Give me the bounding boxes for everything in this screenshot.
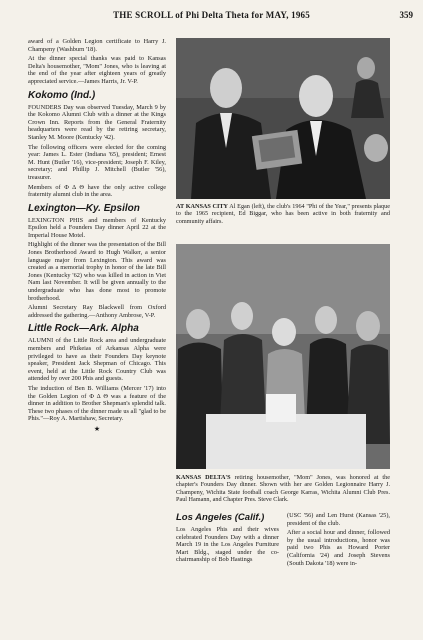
photo-kansas-city-image (176, 38, 390, 199)
kokomo-paragraph-2: The following officers were elected for the coming year: James L. Ester (Indiana '65), president; Ernest M. Hunt (Butler '16), vice-president; Joseph F. Kiley, secretary; and Phillip J. Mitchell (Butler '56), treasurer. (28, 143, 166, 181)
photo-kansas-city (176, 38, 390, 199)
lexington-paragraph-3: Alumni Secretary Ray Blackwell from Oxford addressed the gathering.—Anthony Ambrose, V-P. (28, 304, 166, 319)
caption-kansas-city-text: Al Egan (left), the club's 1964 "Phi of the Year," presents plaque to the 1965 recipient, Ed Biggar, who has been active in both fraternity and community affairs. (176, 203, 390, 225)
lexington-paragraph-2: Highlight of the dinner was the presentation of the Bill Jones Brotherhood Award to Hugh Walker, a senior language major from Lexington. This award was created as a memorial trophy in honor of the late Bill Jones (Kentucky '62) who was killed in action in Viet Nam last November. It will be given annually to the undergraduate who has done most to promote brotherhood. (28, 241, 166, 302)
los-angeles-paragraph-3: After a social hour and dinner, followed by the usual introductions, honor was paid two Phis as Howard Porter (California '24) and Joseph Stevens (South Dakota '18) were in- (287, 529, 390, 567)
los-angeles-paragraph: Los Angeles Phis and their wives celebrated Founders Day with a dinner March 19 in the Los Angeles Furniture Mart Bldg., staged under the co-chairmanship of Bob Hastings (176, 526, 279, 564)
caption-kansas-city (176, 203, 390, 225)
los-angeles-heading: Los Angeles (Calif.) (176, 512, 265, 523)
page-number: 359 (399, 10, 413, 20)
caption-kansas-city-lead: AT KANSAS CITY (176, 203, 228, 210)
kokomo-paragraph: FOUNDERS Day was observed Tuesday, March 9 by the Kokomo Alumni Club with a dinner at the Kings Crown Inn. Reports from the General Fraternity headquarters were read by the retiring secretary, Stanley M. Moore (Kentucky '42). (28, 103, 166, 141)
caption-kansas-delta-lead: KANSAS DELTA'S (176, 474, 231, 481)
kokomo-paragraph-3: Members of Φ Δ Θ have the only active college fraternity alumni club in the area. (28, 183, 166, 199)
little-rock-heading: Little Rock—Ark. Alpha (28, 323, 139, 335)
end-star: ★ (93, 424, 101, 433)
photo-kansas-delta (176, 244, 390, 469)
lexington-paragraph: LEXINGTON PHIS and members of Kentucky Epsilon held a Founders Day dinner April 22 at the Imperial House Motel. (28, 216, 166, 239)
los-angeles-column (176, 512, 279, 566)
left-column (28, 38, 166, 434)
lexington-heading: Lexington—Ky. Epsilon (28, 202, 140, 214)
little-rock-paragraph: ALUMNI of the Little Rock area and undergraduate members and Phikeias of Arkansas Alpha were privileged to have as their Founders Day keynote speaker, President Jack Shepman of Chicago. This event, held at the Little Rock Country Club was attended by over 200 Phis and guests. (28, 337, 166, 383)
running-title: THE SCROLL of Phi Delta Theta for MAY, 1965 (113, 10, 310, 20)
intro-paragraph: award of a Golden Legion certificate to Harry J. Champeny (Washburn '18). (28, 38, 166, 53)
caption-kansas-delta (176, 474, 390, 504)
caption-kansas-delta-text: retiring housemother, "Mom" Jones, was honored at the chapter's Founders Day dinner. Shown with her are Golden Legionnaire Harry J. Champeny, Wichita State football coach George Karras, Wichita Alumni Club Pres. Paul Hamann, and Chapter Pres. Steve Clark. (176, 474, 390, 504)
little-rock-paragraph-2: The induction of Ben B. Williams (Mercer '17) into the Golden Legion of Φ Δ Θ was a feature of the dinner in addition to Brother Shepman's splendid talk. These two phases of the dinner made us all "glad to be Phis."—Roy A. Martishaw, Secretary. (28, 384, 166, 423)
intro-paragraph-2: At the dinner special thanks was paid to Kansas Delta's housemother, "Mom" Jones, who is leaving at the end of the year after eighteen years of greatly appreciated service.—James Harris, Jr. V-P. (28, 55, 166, 85)
los-angeles-column-2 (287, 512, 390, 569)
los-angeles-paragraph-2: (USC '56) and Len Hurst (Kansas '25), president of the club. (287, 512, 390, 527)
page-header (0, 10, 423, 26)
kokomo-heading: Kokomo (Ind.) (28, 89, 96, 101)
photo-kansas-delta-image (176, 244, 390, 469)
